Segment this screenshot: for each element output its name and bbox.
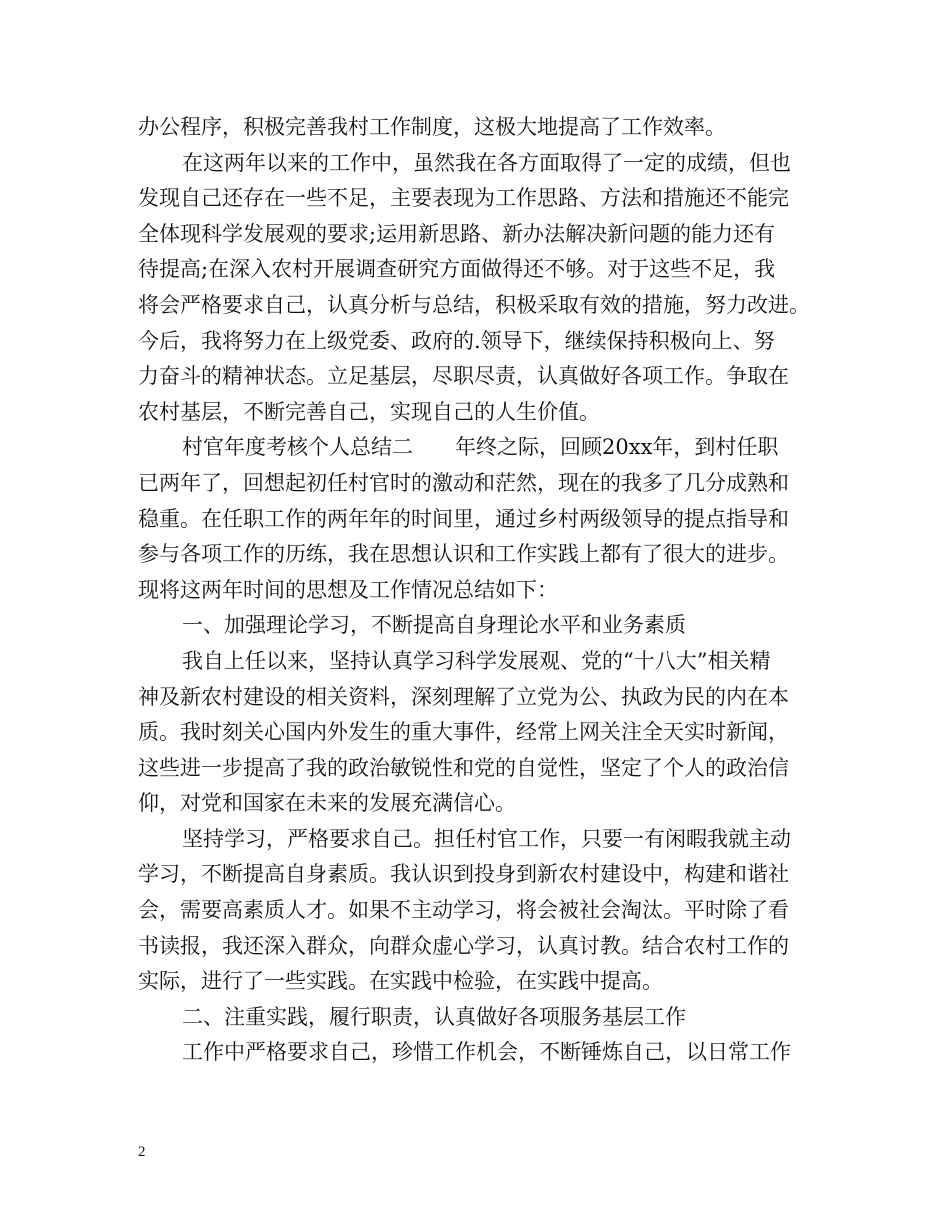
text-line: 今后，我将努力在上级党委、政府的.领导下，继续保持积极向上、努 <box>138 328 775 353</box>
text-line: 办公程序，积极完善我村工作制度，这极大地提高了工作效率。 <box>138 115 726 139</box>
text-line: 待提高;在深入农村开展调查研究方面做得还不够。对于这些不足，我 <box>138 257 776 282</box>
text-line: 工作中严格要求自己，珍惜工作机会，不断锤炼自己，以日常工作 <box>182 1040 791 1065</box>
text-line: 在这两年以来的工作中，虽然我在各方面取得了一定的成绩，但也 <box>182 150 791 175</box>
section-heading: 一、加强理论学习，不断提高自身理论水平和业务素质 <box>182 613 686 638</box>
text-line: 已两年了，回想起初任村官时的激动和茫然，现在的我多了几分成熟和 <box>138 470 789 495</box>
text-line: 质。我时刻关心国内外发生的重大事件，经常上网关注全天实时新闻， <box>138 720 789 745</box>
text-line: 我自上任以来，坚持认真学习科学发展观、党的“十八大”相关精 <box>182 648 771 673</box>
text-line: 稳重。在任职工作的两年年的时间里，通过乡村两级领导的提点指导和 <box>138 506 789 531</box>
text-line: 现将这两年时间的思想及工作情况总结如下： <box>138 577 558 602</box>
text-line: 坚持学习，严格要求自己。担任村官工作，只要一有闲暇我就主动 <box>182 826 791 851</box>
text-line: 实际，进行了一些实践。在实践中检验，在实践中提高。 <box>138 969 663 994</box>
text-line: 参与各项工作的历练，我在思想认识和工作实践上都有了很大的进步。 <box>138 542 789 567</box>
text-line: 这些进一步提高了我的政治敏锐性和党的自觉性，坚定了个人的政治信 <box>138 755 789 780</box>
text-line: 农村基层，不断完善自己，实现自己的人生价值。 <box>138 399 600 424</box>
text-line: 发现自己还存在一些不足，主要表现为工作思路、方法和措施还不能完 <box>138 186 789 211</box>
page-number: 2 <box>138 1144 146 1160</box>
text-line: 会，需要高素质人才。如果不主动学习，将会被社会淘汰。平时除了看 <box>138 898 789 923</box>
text-line: 学习，不断提高自身素质。我认识到投身到新农村建设中，构建和谐社 <box>138 862 789 887</box>
body-text <box>138 110 828 1071</box>
text-line: 仰，对党和国家在未来的发展充满信心。 <box>138 791 516 816</box>
section-heading: 二、注重实践，履行职责，认真做好各项服务基层工作 <box>182 1004 686 1029</box>
text-line: 书读报，我还深入群众，向群众虚心学习，认真讨教。结合农村工作的 <box>138 933 789 958</box>
text-line: 力奋斗的精神状态。立足基层，尽职尽责，认真做好各项工作。争取在 <box>138 364 789 389</box>
text-line: 村官年度考核个人总结二 年终之际，回顾20xx年，到村任职 <box>182 435 779 460</box>
text-line: 将会严格要求自己，认真分析与总结，积极采取有效的措施，努力改进。 <box>138 292 810 317</box>
text-line: 神及新农村建设的相关资料，深刻理解了立党为公、执政为民的内在本 <box>138 684 789 709</box>
text-line: 全体现科学发展观的要求;运用新思路、新办法解决新问题的能力还有 <box>138 221 776 246</box>
